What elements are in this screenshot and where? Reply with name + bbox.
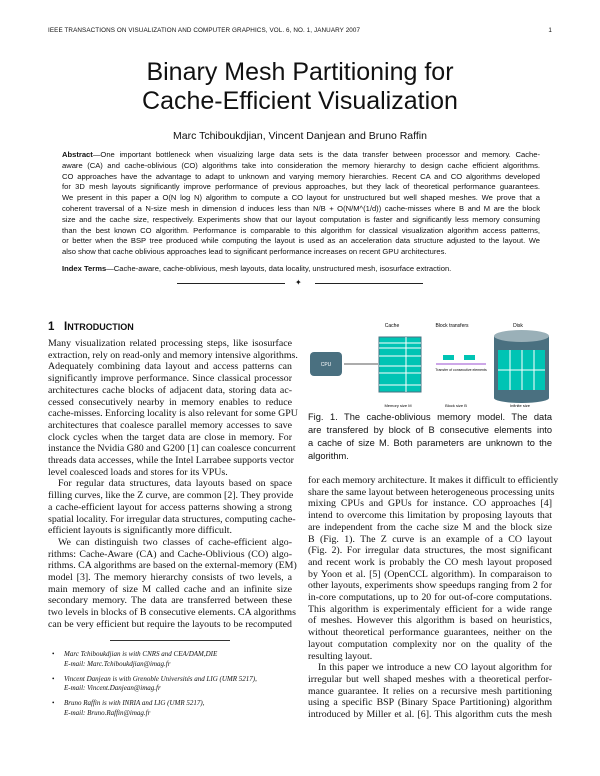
text-line: spatial locality. For irregular data structures, computing cache- — [48, 513, 296, 525]
text-line: or better when the BSP tree produced while computing the layout is used as an acceleration data structure adjusted to the layout. We — [62, 236, 540, 246]
diamond-ornament: ✦ — [295, 278, 302, 287]
text-line: aware (CA) and cache-oblivious (CO) algorithms take into consideration the memory hierarchy to design cache efficient algorithms. — [62, 160, 540, 170]
text-line: resulting layout. — [308, 650, 373, 662]
text-line: coherent traversal of a N-size mesh in dimension d induces less than N/B + O(N/M^(1/d)) cache-misses where B and M are the block — [62, 203, 540, 213]
text-line: are transfered by block of B consecutive elements into — [308, 425, 552, 435]
text-line — [62, 150, 540, 161]
transfer-block — [464, 355, 475, 360]
text-line: CO approaches have the advantage to adapt to unknown and varying memory hierarchies. Recent CA and CO algorithms developed — [62, 171, 540, 181]
fig-transfer-sub: Transfer of consecutive elements — [435, 368, 487, 372]
footnote-affiliation: • Marc Tchiboukdjian is with CNRS and CEA/DAM,DIE — [64, 650, 218, 658]
text-line: We present in this paper a O(N log N) algorithm to compute a CO layout for unstructured but well shaped meshes. We prove that a — [62, 193, 540, 203]
fig-cache-label: Cache — [384, 323, 400, 329]
text-line: irregular but well shaped meshes with a theoretical perfor- — [308, 673, 552, 685]
paragraph — [308, 475, 559, 662]
text-line: of meshes. However this algorithm is based on heuristics, — [308, 615, 552, 627]
running-header — [48, 27, 552, 34]
journal-title: IEEE TRANSACTIONS ON VISUALIZATION AND COMPUTER GRAPHICS, VOL. 6, NO. 1, JANUARY 2007 — [48, 27, 361, 34]
paragraph — [48, 478, 296, 537]
text-line: are independent from the cache size M and the block size — [308, 521, 552, 533]
text-line: Many visualization related processing steps, like isosurface — [48, 338, 292, 349]
text-line: than the best known CO algorithm. Performance is comparable to this algorithm for classical visualization algorithm access patterns, — [62, 225, 540, 235]
text-line: without theoretical performance guarantees, neither on the — [308, 627, 552, 639]
footnote-affiliation: • Bruno Raffin is with INRIA and LIG (UMR 5217), — [64, 699, 205, 707]
text-line: mixing CPUs and GPUs for instance. CO approaches [4] — [308, 498, 552, 510]
left-column — [48, 338, 298, 631]
footnote-email: E-mail: Bruno.Raffin@imag.fr — [64, 708, 151, 717]
text-line: This algorithm is experimentaly efficient for a wide range — [308, 603, 552, 615]
abstract-text: —One important bottleneck when visualizing large data sets is the data transfer between processor and memory. Cache- — [92, 150, 540, 159]
text-line: In this paper we introduce a new CO layout algorithm for — [318, 662, 552, 674]
text-line: rithms: Cache-Aware (CA) and Cache-Oblivious (CO) algo- — [48, 548, 292, 560]
paragraph — [48, 536, 297, 631]
text-line: algorithm. — [308, 451, 349, 461]
page-number: 1 — [548, 27, 552, 34]
footnotes — [52, 650, 292, 724]
index-terms-text: —Cache-aware, cache-oblivious, mesh layouts, data locality, unstructured mesh, isosurface extraction. — [106, 264, 452, 273]
footnote-rule — [110, 640, 230, 641]
text-line: and recent work is probably the CO mesh layout proposed — [308, 556, 552, 568]
text-line: efficient layouts is significantly more difficult. — [48, 525, 232, 537]
text-line: mance guarantee. It relies on a recursive mesh partitioning — [308, 685, 552, 697]
text-line: using a specific BSP (Binary Space Partitioning) algorithm — [308, 697, 552, 709]
index-terms — [62, 264, 540, 273]
figure-1-memory-model — [306, 318, 552, 410]
transfer-block — [443, 355, 454, 360]
title-line: Binary Mesh Partitioning for — [146, 58, 454, 86]
text-line: size and the cache size, respectively. Experiments show that our layout computation is faster and significantly less memory consuming — [62, 214, 540, 224]
text-line: model [3]. The memory hierarchy consists of two levels, a — [48, 572, 292, 584]
text-line: architectures that coalesce parallel memory accesses to save — [48, 419, 292, 431]
abstract — [62, 150, 540, 258]
text-line: main memory of size M called cache and an infinite size — [48, 583, 292, 595]
text-line: significantly improve performance. Since classical processor — [48, 373, 292, 385]
cache-block — [379, 337, 421, 392]
text-line: can be very efficient but require the layouts to be recomputed — [48, 618, 292, 630]
section-initial: I — [64, 321, 68, 333]
text-line: other layouts, experiments show speedups ranging from 2 for — [308, 580, 552, 592]
footnote — [52, 699, 292, 718]
footnote — [52, 675, 292, 694]
section-separator — [177, 280, 423, 286]
text-line: architectures cache blocks of adjacent data, storing data ac- — [48, 384, 292, 396]
fig-memory-label: Memory size M — [384, 403, 412, 408]
text-line: (Fig. 2). For irregular data structures, the most significant — [308, 545, 552, 557]
footnote — [52, 650, 292, 669]
footnote-email: E-mail: Vincent.Danjean@imag.fr — [64, 684, 161, 692]
right-column — [308, 475, 559, 721]
fig-block-label: Block size B — [445, 403, 467, 408]
paragraph — [48, 338, 298, 478]
text-line: extraction, rely on read-only and memory intensive algorithms. — [48, 349, 298, 361]
text-line: also show that cache oblivious approaches lead to significant performance increases on recent GPU architectures. — [62, 247, 447, 257]
paper-title — [0, 58, 600, 116]
text-line: For regular data structures, data layouts based on space — [58, 478, 292, 490]
text-line: two levels in blocks of B consecutive elements. CA algorithms — [48, 607, 296, 619]
text-line: for 3D mesh layouts significantly improve performance of previous approaches, but they lack of theoretical performance guarantees. — [62, 182, 540, 192]
text-line: filling curves, like the Z curve, are common [2]. They provide — [48, 490, 294, 502]
text-line: We can distinguish two classes of cache-efficient algo- — [58, 536, 292, 548]
text-line: a cache of size M. Both parameters are unknown to the — [308, 438, 552, 448]
text-line: Adequately combining data layout and access patterns can — [48, 361, 292, 373]
section-title-rest: NTRODUCTION — [67, 322, 134, 332]
text-line: in-core computations, up to 20 for out-of-core computations. — [308, 592, 552, 604]
title-line: Cache-Efficient Visualization — [142, 87, 458, 115]
text-line: B (Fig. 1). The Z curve is an example of a CO layout — [308, 533, 552, 545]
fig-disk-sub: Infinite size — [509, 403, 531, 408]
text-line: introduced by Miller et al. [6]. This algorithm cuts the mesh — [308, 709, 552, 721]
footnote-email: E-mail: Marc.Tchiboukdjian@imag.fr — [64, 659, 171, 668]
text-line: threads data accesses, while the Intel Larrabee supports vector — [48, 455, 294, 467]
text-line: secondary memory. The data are transferred between these — [48, 595, 292, 607]
fig-transfer-label: Block transfers — [435, 323, 469, 329]
abstract-label: Abstract — [62, 150, 93, 159]
text-line: share the same layout between heterogeneous processing units — [308, 486, 555, 498]
text-line: a cache-efficient layout for access patterns showing a strong — [48, 501, 292, 513]
text-line: instance the Nvidia G80 and G200 [1] can coalesce concurrent — [48, 443, 296, 455]
figure-caption — [308, 411, 552, 463]
authors: Marc Tchiboukdjian, Vincent Danjean and Bruno Raffin — [173, 130, 427, 142]
text-line: rithms. CA algorithms are based on the external-memory (EM) — [48, 560, 297, 572]
paragraph — [308, 662, 552, 721]
text-line: by Yoon et al. [5] (OpenCCL algorithm). In comparaison to — [308, 568, 552, 580]
text-line: clock cycles when the target data are close in memory. For — [48, 431, 292, 443]
footnote-affiliation: • Vincent Danjean is with Grenoble Universités and LIG (UMR 5217), — [64, 674, 257, 683]
section-number: 1 — [48, 321, 55, 333]
fig-disk-label: Disk — [513, 323, 523, 329]
text-line: level coalesced loads and stores for its VPUs. — [48, 466, 228, 478]
text-line: cessed consecutively nearby in memory enables to reduce — [48, 396, 292, 408]
disk-cylinder — [494, 330, 549, 403]
section-heading — [48, 321, 134, 333]
text-line: Fig. 1. The cache-oblivious memory model. The data — [308, 412, 552, 422]
text-line: cache-misses. Enforcing locality is also relevant for some GPU — [48, 408, 298, 420]
text-line: intend to overcome this limitation by proposing layouts that — [308, 510, 552, 522]
text-line: for each memory architecture. It makes it difficult to efficiently — [308, 475, 559, 486]
text-line: layout computation complexity nor on the quality of the — [308, 638, 552, 650]
fig-cpu-label: CPU — [320, 362, 332, 368]
index-terms-label: Index Terms — [62, 264, 107, 273]
